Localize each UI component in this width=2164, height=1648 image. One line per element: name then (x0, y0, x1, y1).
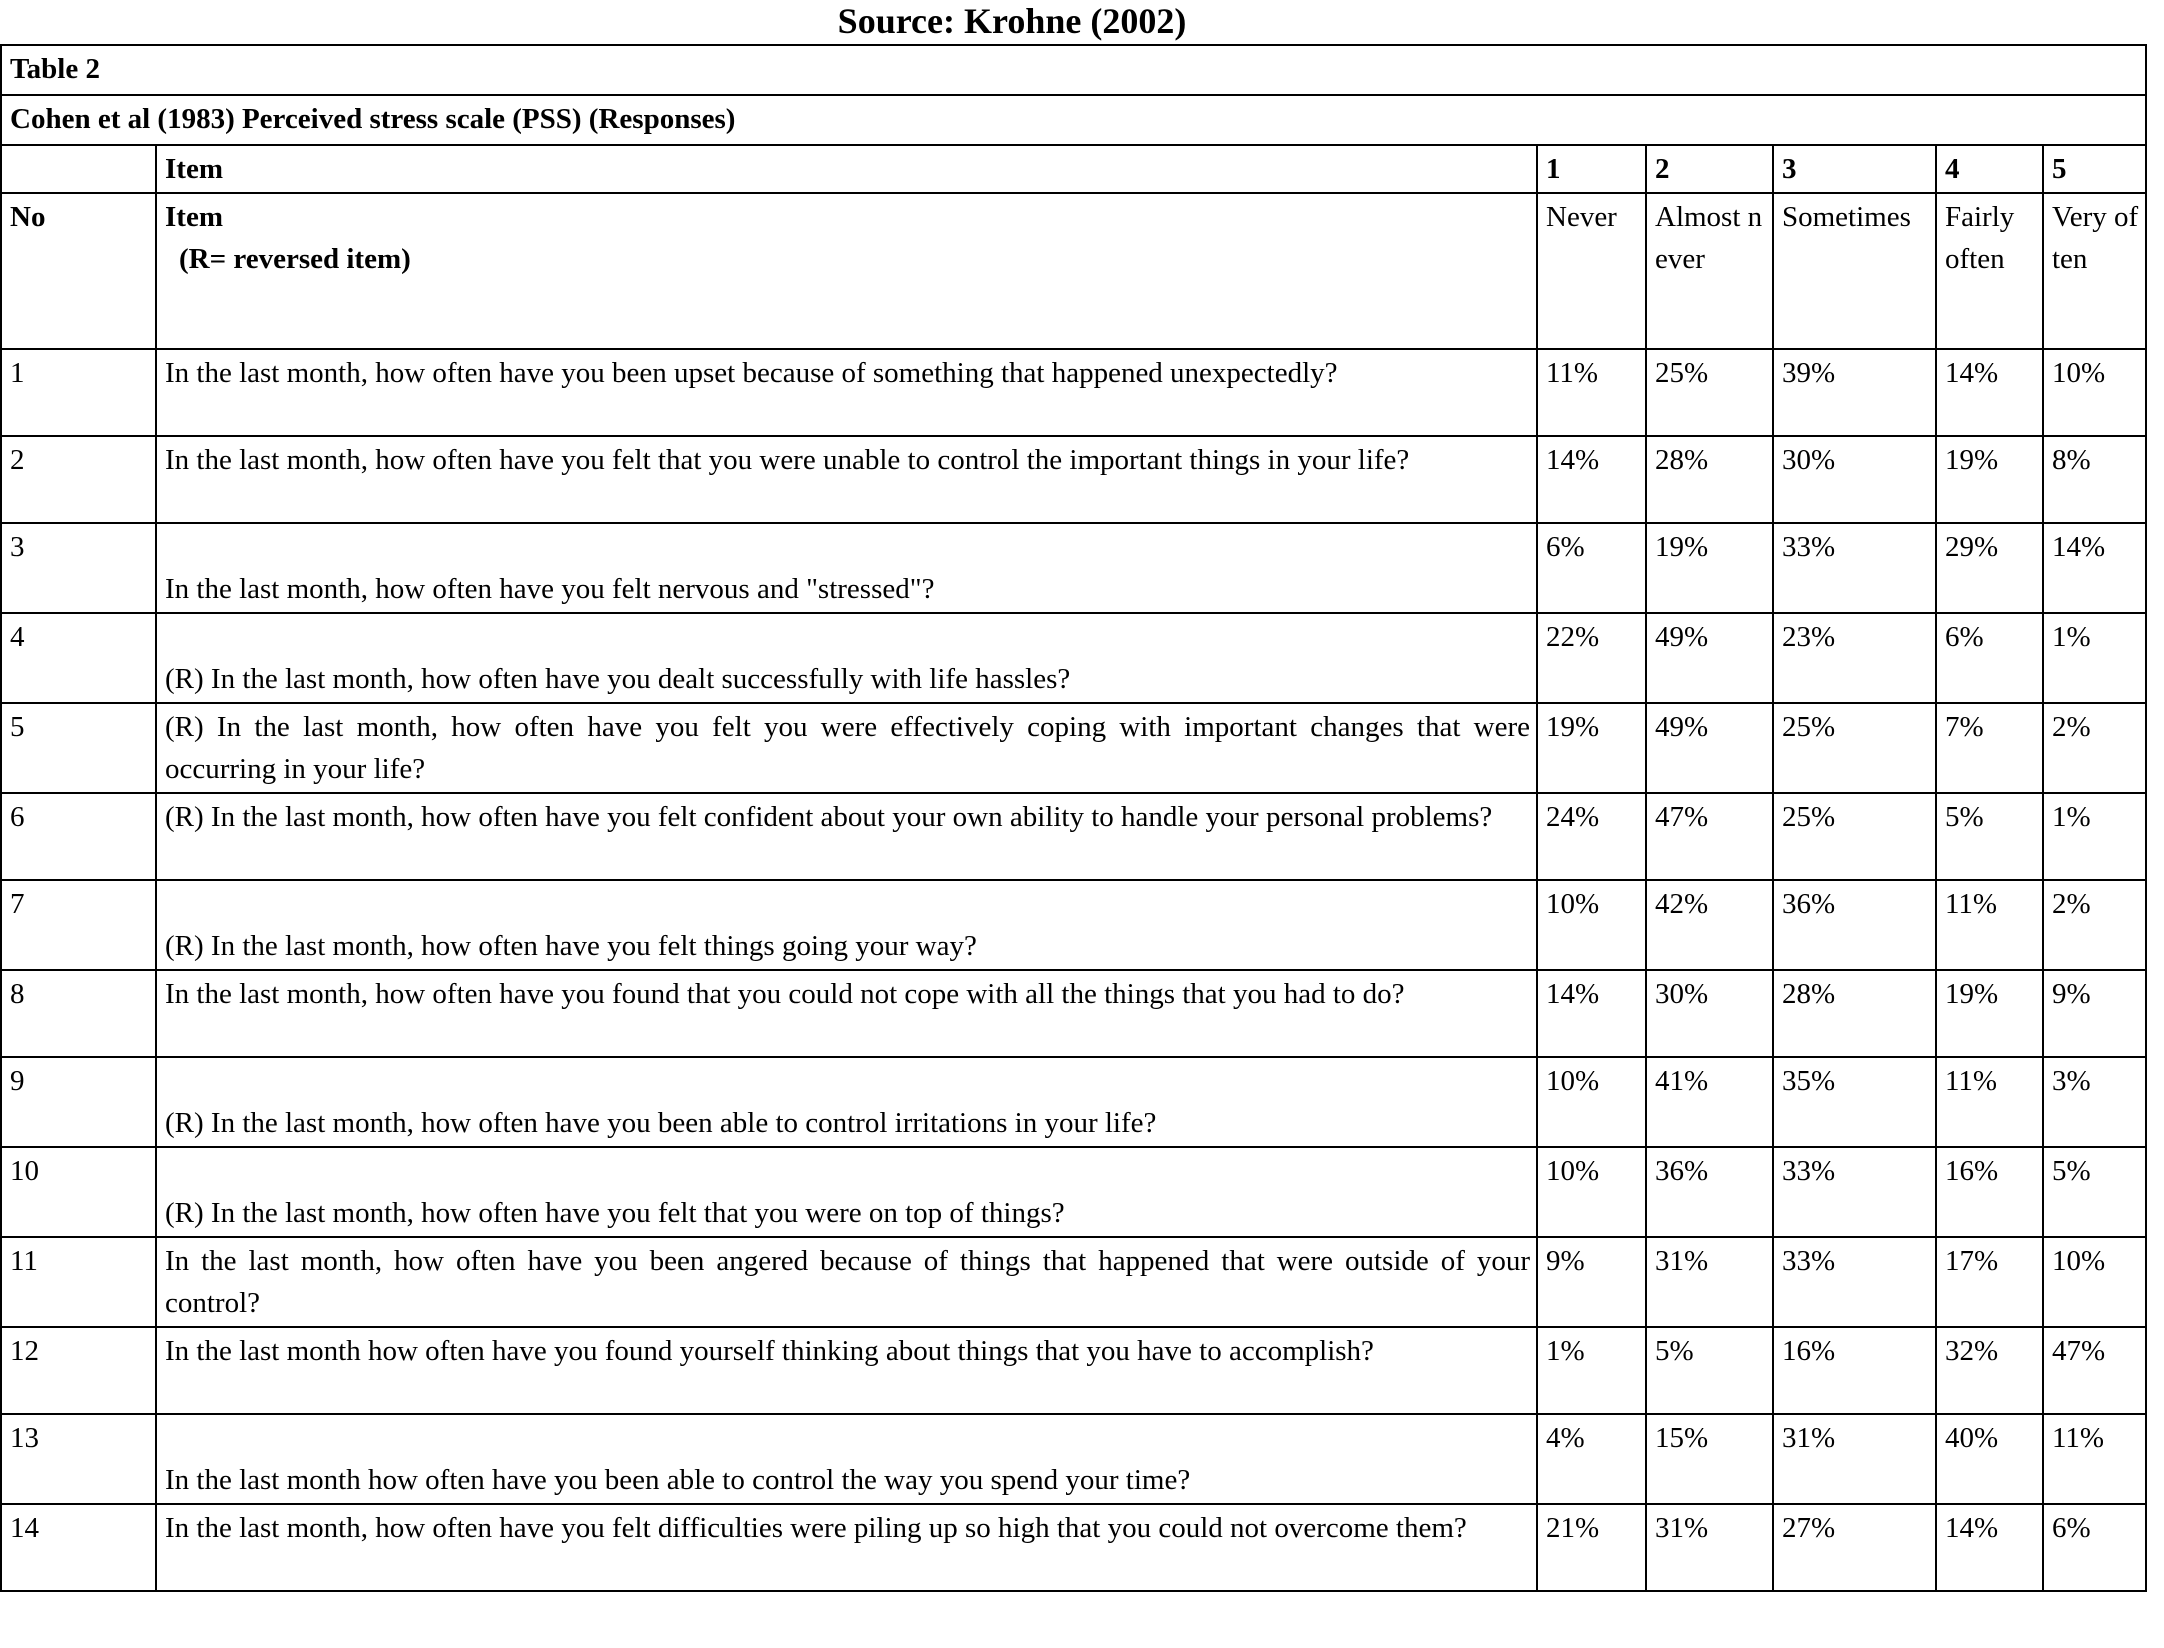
pct-almost-never: 49% (1646, 703, 1773, 793)
row-item-text (156, 703, 1537, 793)
pct-very-often: 10% (2043, 349, 2146, 436)
pct-sometimes: 16% (1773, 1327, 1936, 1414)
pct-fairly-often: 19% (1936, 436, 2043, 523)
header-item-word: Item (165, 201, 223, 233)
blank-line (165, 1417, 1530, 1459)
row-item-text (156, 1327, 1537, 1414)
pct-fairly-often: 32% (1936, 1327, 2043, 1414)
pct-very-often: 2% (2043, 880, 2146, 970)
blank-line (165, 616, 1530, 658)
pct-very-often: 3% (2043, 1057, 2146, 1147)
row-number: 6 (1, 793, 156, 880)
header-label-almost-never: Almost never (1646, 193, 1773, 349)
table-row (1, 880, 2146, 970)
header-scale-3: 3 (1773, 145, 1936, 193)
header-scale-4: 4 (1936, 145, 2043, 193)
pct-almost-never: 49% (1646, 613, 1773, 703)
row-item-text (156, 1237, 1537, 1327)
item-question: (R) In the last month, how often have you felt confident about your own ability to handle your personal problems? (165, 801, 1493, 833)
table-row (1, 703, 2146, 793)
pct-sometimes: 27% (1773, 1504, 1936, 1591)
pct-almost-never: 28% (1646, 436, 1773, 523)
pct-fairly-often: 6% (1936, 613, 2043, 703)
pct-never: 4% (1537, 1414, 1646, 1504)
table-row (1, 1147, 2146, 1237)
blank-line (165, 883, 1530, 925)
pct-almost-never: 31% (1646, 1237, 1773, 1327)
row-number: 9 (1, 1057, 156, 1147)
item-question: In the last month, how often have you felt difficulties were piling up so high that you could not overcome them? (165, 1512, 1467, 1544)
pct-sometimes: 30% (1773, 436, 1936, 523)
item-question: In the last month how often have you been able to control the way you spend your time? (165, 1464, 1191, 1496)
header-item-definition (156, 193, 1537, 349)
row-item-text (156, 793, 1537, 880)
pct-fairly-often: 14% (1936, 1504, 2043, 1591)
pct-very-often: 5% (2043, 1147, 2146, 1237)
table-number-label: Table 2 (1, 45, 2146, 95)
pct-never: 10% (1537, 1147, 1646, 1237)
header-row-second (1, 193, 2146, 349)
item-question: In the last month, how often have you felt that you were unable to control the important things in your life? (165, 444, 1410, 476)
row-number: 4 (1, 613, 156, 703)
item-question: (R) In the last month, how often have you felt things going your way? (165, 930, 977, 962)
row-number: 5 (1, 703, 156, 793)
pct-never: 10% (1537, 1057, 1646, 1147)
row-item-text (156, 1414, 1537, 1504)
pct-fairly-often: 14% (1936, 349, 2043, 436)
row-item-text (156, 970, 1537, 1057)
header-item-label: Item (156, 145, 1537, 193)
pct-never: 10% (1537, 880, 1646, 970)
pct-fairly-often: 5% (1936, 793, 2043, 880)
header-blank-cell (1, 145, 156, 193)
pct-sometimes: 36% (1773, 880, 1936, 970)
row-number: 12 (1, 1327, 156, 1414)
item-question: (R) In the last month, how often have you been able to control irritations in your life? (165, 1107, 1157, 1139)
pct-never: 21% (1537, 1504, 1646, 1591)
item-question: In the last month, how often have you been angered because of things that happened that were outside of your control? (165, 1245, 1530, 1319)
pct-never: 6% (1537, 523, 1646, 613)
pct-very-often: 1% (2043, 793, 2146, 880)
header-reversed-note: (R= reversed item) (179, 243, 411, 275)
row-item-text (156, 880, 1537, 970)
pct-fairly-often: 11% (1936, 880, 2043, 970)
table-row (1, 1237, 2146, 1327)
pct-never: 24% (1537, 793, 1646, 880)
pct-sometimes: 25% (1773, 793, 1936, 880)
header-row-top (1, 145, 2146, 193)
row-item-text (156, 1504, 1537, 1591)
row-number: 10 (1, 1147, 156, 1237)
item-question: (R) In the last month, how often have you dealt successfully with life hassles? (165, 663, 1071, 695)
row-item-text (156, 523, 1537, 613)
header-label-never: Never (1537, 193, 1646, 349)
blank-line (165, 1060, 1530, 1102)
source-attribution: Source: Krohne (2002) (837, 1, 1187, 41)
table-row (1, 613, 2146, 703)
table-row (1, 1414, 2146, 1504)
header-no-label: No (1, 193, 156, 349)
header-label-very-often: Very often (2043, 193, 2146, 349)
header-label-sometimes: Sometimes (1773, 193, 1936, 349)
blank-line (165, 526, 1530, 568)
row-item-text (156, 1057, 1537, 1147)
row-number: 1 (1, 349, 156, 436)
pct-very-often: 11% (2043, 1414, 2146, 1504)
table-row (1, 1327, 2146, 1414)
pct-never: 11% (1537, 349, 1646, 436)
table-row (1, 436, 2146, 523)
pct-fairly-often: 29% (1936, 523, 2043, 613)
pct-almost-never: 5% (1646, 1327, 1773, 1414)
item-question: In the last month how often have you found yourself thinking about things that you have to accomplish? (165, 1335, 1374, 1367)
table-row (1, 1504, 2146, 1591)
row-number: 14 (1, 1504, 156, 1591)
table-subtitle-row (1, 95, 2146, 145)
item-question: (R) In the last month, how often have you felt you were effectively coping with important changes that were occurring in your life? (165, 711, 1530, 785)
row-number: 3 (1, 523, 156, 613)
pct-sometimes: 28% (1773, 970, 1936, 1057)
pct-very-often: 9% (2043, 970, 2146, 1057)
row-number: 11 (1, 1237, 156, 1327)
pct-almost-never: 36% (1646, 1147, 1773, 1237)
pct-never: 9% (1537, 1237, 1646, 1327)
pct-fairly-often: 11% (1936, 1057, 2043, 1147)
header-label-fairly-often: Fairly often (1936, 193, 2043, 349)
pct-never: 22% (1537, 613, 1646, 703)
header-scale-5: 5 (2043, 145, 2146, 193)
pct-sometimes: 33% (1773, 523, 1936, 613)
pct-fairly-often: 16% (1936, 1147, 2043, 1237)
row-number: 13 (1, 1414, 156, 1504)
row-item-text (156, 1147, 1537, 1237)
pct-sometimes: 33% (1773, 1147, 1936, 1237)
pct-fairly-often: 40% (1936, 1414, 2043, 1504)
pct-sometimes: 35% (1773, 1057, 1936, 1147)
table-row (1, 523, 2146, 613)
row-number: 2 (1, 436, 156, 523)
pct-sometimes: 23% (1773, 613, 1936, 703)
pct-almost-never: 31% (1646, 1504, 1773, 1591)
table-row (1, 349, 2146, 436)
pct-almost-never: 47% (1646, 793, 1773, 880)
pct-fairly-often: 17% (1936, 1237, 2043, 1327)
blank-line (165, 1150, 1530, 1192)
pct-almost-never: 19% (1646, 523, 1773, 613)
item-question: In the last month, how often have you found that you could not cope with all the things that you had to do? (165, 978, 1405, 1010)
pct-very-often: 10% (2043, 1237, 2146, 1327)
item-question: (R) In the last month, how often have you felt that you were on top of things? (165, 1197, 1065, 1229)
pct-fairly-often: 19% (1936, 970, 2043, 1057)
pct-almost-never: 42% (1646, 880, 1773, 970)
pct-very-often: 2% (2043, 703, 2146, 793)
row-item-text (156, 349, 1537, 436)
pct-never: 14% (1537, 970, 1646, 1057)
pct-very-often: 1% (2043, 613, 2146, 703)
pct-sometimes: 33% (1773, 1237, 1936, 1327)
pct-sometimes: 31% (1773, 1414, 1936, 1504)
item-question: In the last month, how often have you been upset because of something that happened unexpectedly? (165, 357, 1338, 389)
pct-fairly-often: 7% (1936, 703, 2043, 793)
pct-very-often: 6% (2043, 1504, 2146, 1591)
pct-never: 14% (1537, 436, 1646, 523)
pct-almost-never: 15% (1646, 1414, 1773, 1504)
pct-never: 19% (1537, 703, 1646, 793)
table-row (1, 793, 2146, 880)
table-row (1, 1057, 2146, 1147)
pct-sometimes: 39% (1773, 349, 1936, 436)
table-body (1, 45, 2146, 1591)
pct-very-often: 47% (2043, 1327, 2146, 1414)
pct-almost-never: 30% (1646, 970, 1773, 1057)
pct-very-often: 14% (2043, 523, 2146, 613)
pct-sometimes: 25% (1773, 703, 1936, 793)
item-question: In the last month, how often have you felt nervous and "stressed"? (165, 573, 935, 605)
table-title-row (1, 45, 2146, 95)
row-item-text (156, 436, 1537, 523)
pct-never: 1% (1537, 1327, 1646, 1414)
row-number: 7 (1, 880, 156, 970)
table-caption: Cohen et al (1983) Perceived stress scale (PSS) (Responses) (1, 95, 2146, 145)
pss-responses-table (0, 44, 2147, 1592)
header-scale-1: 1 (1537, 145, 1646, 193)
row-item-text (156, 613, 1537, 703)
pct-almost-never: 25% (1646, 349, 1773, 436)
pct-very-often: 8% (2043, 436, 2146, 523)
table-row (1, 970, 2146, 1057)
pct-almost-never: 41% (1646, 1057, 1773, 1147)
row-number: 8 (1, 970, 156, 1057)
header-scale-2: 2 (1646, 145, 1773, 193)
